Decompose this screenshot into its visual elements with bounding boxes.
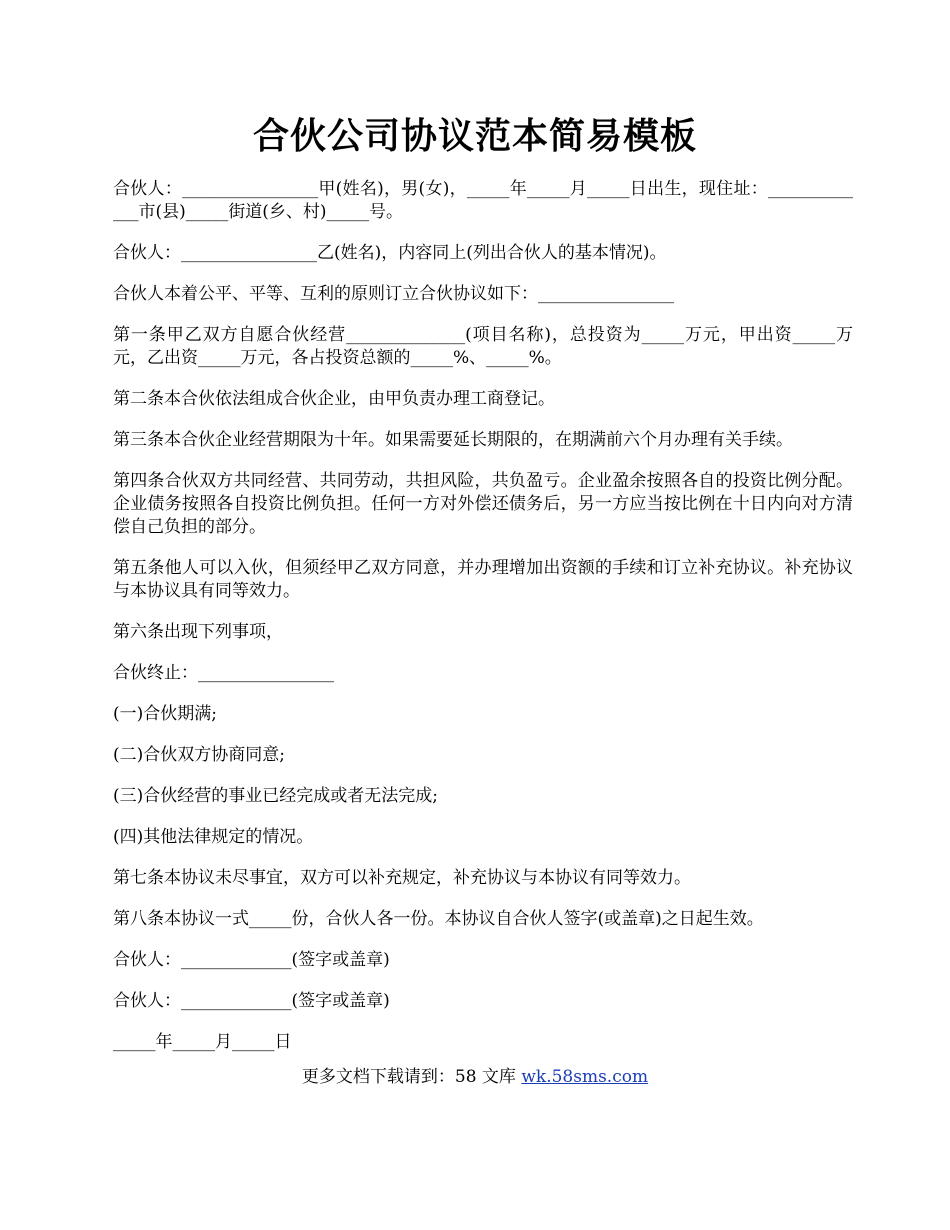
footer-link[interactable]: wk.58sms.com	[521, 1067, 649, 1087]
footer-text: 更多文档下载请到：58 文库	[301, 1067, 522, 1087]
paragraph-article-3: 第三条本合伙企业经营期限为十年。如果需要延长期限的，在期满前六个月办理有关手续。	[113, 430, 793, 450]
paragraph-item-3: (三)合伙经营的事业已经完成或者无法完成;	[113, 786, 438, 806]
paragraph-article-5: 第五条他人可以入伙，但须经甲乙双方同意，并办理增加出资额的手续和订立补充协议。补充协议与本协议具有同等效力。	[113, 558, 853, 601]
paragraph-article-8: 第八条本协议一式_____份，合伙人各一份。本协议自合伙人签字(或盖章)之日起生效。	[113, 909, 764, 929]
paragraph-article-2: 第二条本合伙依法组成合伙企业，由甲负责办理工商登记。	[113, 389, 555, 409]
paragraph-article-7: 第七条本协议未尽事宜，双方可以补充规定，补充协议与本协议有同等效力。	[113, 868, 691, 888]
paragraph-item-2: (二)合伙双方协商同意;	[113, 745, 285, 765]
paragraph-date: _____年_____月_____日	[113, 1032, 292, 1052]
paragraph-article-1: 第一条甲乙双方自愿合伙经营______________(项目名称)，总投资为_____万元，甲出资_____万元，乙出资_____万元，各占投资总额的_____%、_____%。	[113, 325, 853, 368]
paragraph-article-4: 第四条合伙双方共同经营、共同劳动，共担风险，共负盈亏。企业盈余按照各自的投资比例分配。企业债务按照各自投资比例负担。任何一方对外偿还债务后，另一方应当按比例在十日内向对方清偿自己负担的部分。	[113, 471, 853, 537]
paragraph-signature-b: 合伙人：_____________(签字或盖章)	[113, 991, 390, 1011]
document-title: 合伙公司协议范本简易模板	[252, 115, 697, 157]
paragraph-signature-a: 合伙人：_____________(签字或盖章)	[113, 950, 390, 970]
paragraph-item-4: (四)其他法律规定的情况。	[113, 827, 314, 847]
paragraph-partner-b: 合伙人：________________乙(姓名)，内容同上(列出合伙人的基本情况)。	[113, 243, 667, 263]
paragraph-partner-a: 合伙人：________________甲(姓名)，男(女)，_____年_____月_____日出生，现住址：_____________市(县)_____街道(乡、村)_____号。	[113, 179, 853, 222]
paragraph-article-6: 第六条出现下列事项，	[113, 622, 283, 642]
footer	[0, 1066, 950, 1089]
paragraph-termination: 合伙终止：________________	[113, 663, 334, 683]
paragraph-item-1: (一)合伙期满;	[113, 704, 217, 724]
paragraph-principles: 合伙人本着公平、平等、互利的原则订立合伙协议如下：________________	[113, 284, 674, 304]
document-body	[113, 178, 853, 1072]
